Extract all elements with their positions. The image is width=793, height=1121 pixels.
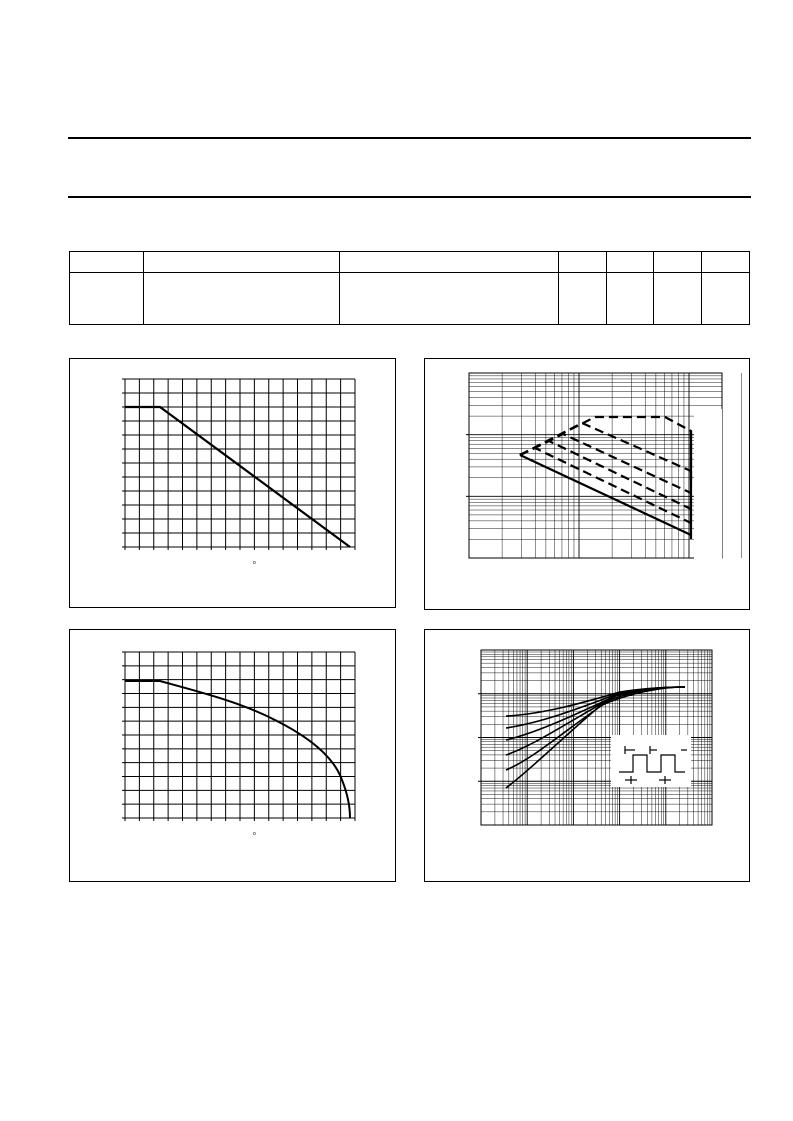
spec-table-header-divider bbox=[70, 272, 749, 273]
figure-2-safe-operating-area bbox=[424, 358, 750, 610]
figure-4-transient-impedance bbox=[424, 629, 750, 882]
figure-3-derating-curve bbox=[69, 629, 396, 882]
figure-3-curve bbox=[125, 681, 350, 818]
figure-2-dashed-curves bbox=[520, 417, 691, 523]
spec-table-col-divider bbox=[606, 252, 607, 324]
figure-3-grid bbox=[122, 652, 355, 821]
figure-1-plot bbox=[70, 359, 397, 609]
figure-1-axis-note: o bbox=[253, 560, 256, 566]
figure-1-derating-line bbox=[69, 358, 396, 608]
top-rule bbox=[68, 137, 751, 139]
spec-table-col-divider bbox=[653, 252, 654, 324]
spec-table-col-divider bbox=[701, 252, 702, 324]
spec-table bbox=[69, 251, 750, 325]
figure-3-axis-note: o bbox=[253, 831, 256, 837]
figure-2-plot bbox=[425, 359, 751, 611]
spec-table-col-divider bbox=[143, 252, 144, 324]
figure-4-inset bbox=[611, 735, 691, 787]
header-bottom-rule bbox=[68, 196, 751, 198]
figure-2-right-band bbox=[694, 409, 722, 559]
figure-2-solid-boundary bbox=[520, 431, 691, 539]
figure-3-plot bbox=[70, 630, 397, 883]
spec-table-col-divider bbox=[558, 252, 559, 324]
figure-4-plot bbox=[425, 630, 751, 883]
spec-table-col-divider bbox=[339, 252, 340, 324]
